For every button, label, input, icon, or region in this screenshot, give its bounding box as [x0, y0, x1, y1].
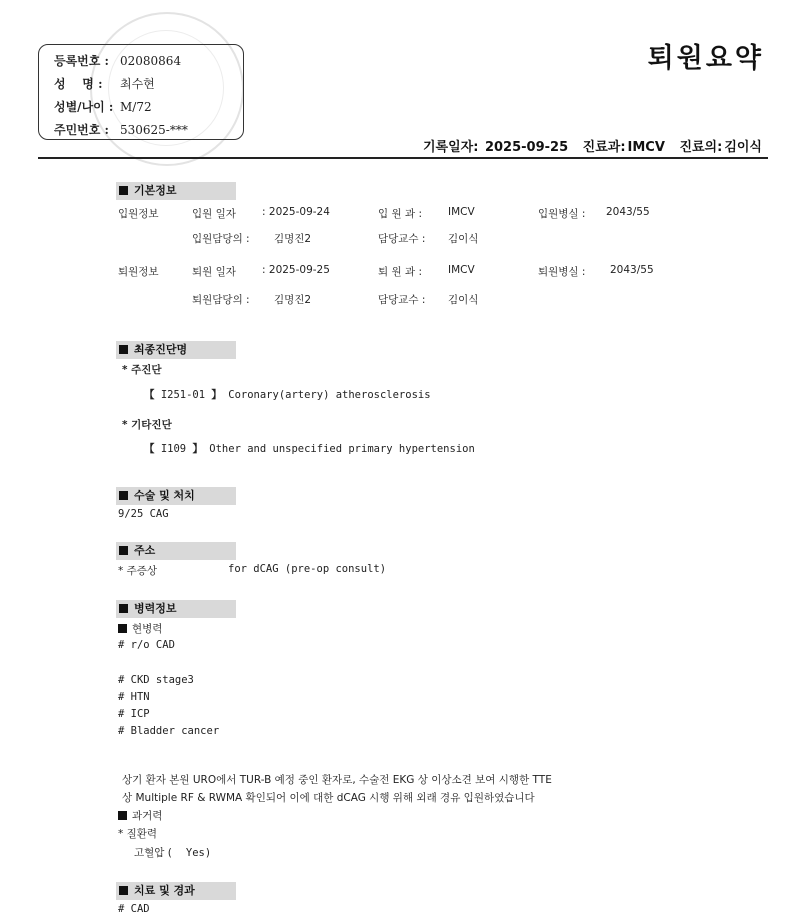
- discharge-dept-value: IMCV: [448, 264, 475, 276]
- admission-dept-value: IMCV: [448, 206, 475, 218]
- record-date-label: 기록일자:: [423, 140, 479, 155]
- reg-number-value: 02080864: [120, 54, 182, 68]
- patient-name-row: [54, 75, 155, 92]
- dept-label: 진료과:: [582, 140, 626, 155]
- admission-resident-label: 입원담당의 :: [192, 233, 250, 245]
- admission-resident-value: 김명진2: [274, 233, 312, 245]
- section-history: [116, 600, 236, 618]
- admission-info-label: 입원정보: [118, 208, 159, 220]
- other-diagnosis-label: * 기타진단: [122, 419, 172, 431]
- past-history-label: 과거력: [132, 810, 163, 822]
- square-bullet-icon: [119, 186, 128, 195]
- history-item: # HTN: [118, 691, 150, 703]
- square-bullet-icon: [119, 345, 128, 354]
- admission-dept-label: 입 원 과 :: [378, 208, 422, 220]
- discharge-resident-value: 김명진2: [274, 294, 312, 306]
- admission-professor-value: 김이식: [448, 233, 479, 245]
- square-bullet-icon: [119, 604, 128, 613]
- section-surgery: [116, 487, 236, 505]
- discharge-resident-label: 퇴원담당의 :: [192, 294, 250, 306]
- record-meta: [413, 136, 762, 155]
- record-date-value: 2025-09-25: [484, 140, 569, 155]
- admission-room-value: 2043/55: [606, 206, 650, 218]
- square-bullet-icon: [118, 624, 127, 633]
- history-item: # Bladder cancer: [118, 725, 220, 737]
- ssn-label: 주민번호 :: [54, 123, 109, 137]
- surgery-text: 9/25 CAG: [118, 508, 169, 520]
- discharge-room-label: 퇴원병실 :: [538, 266, 586, 278]
- discharge-date-value: 2025-09-25: [268, 264, 330, 276]
- reg-number-label: 등록번호 :: [54, 54, 109, 68]
- history-item: # ICP: [118, 708, 150, 720]
- discharge-dept-label: 퇴 원 과 :: [378, 266, 422, 278]
- sex-age-row: [54, 98, 152, 115]
- section-chief-complaint-title: 주소: [134, 544, 156, 557]
- sex-age-label: 성별/나이 :: [54, 100, 114, 114]
- square-bullet-icon: [119, 546, 128, 555]
- main-diagnosis-row: 【 I251-01 】 Coronary(artery) atherosclerosis: [144, 389, 431, 401]
- admission-room-label: 입원병실 :: [538, 208, 586, 220]
- discharge-professor-value: 김이식: [448, 294, 479, 306]
- main-diagnosis-text: Coronary(artery) atherosclerosis: [228, 389, 431, 401]
- section-basic-info-title: 기본정보: [134, 184, 177, 197]
- section-treatment-course-title: 치료 및 경과: [134, 884, 195, 897]
- square-bullet-icon: [119, 491, 128, 500]
- patient-name-label: 성 명 :: [54, 77, 103, 91]
- discharge-info-label: 퇴원정보: [118, 266, 159, 278]
- history-item: # CKD stage3: [118, 674, 194, 686]
- ssn-value: 530625-***: [120, 123, 188, 137]
- hypertension-label: 고혈압 (: [134, 847, 172, 859]
- section-final-diagnosis-title: 최종진단명: [134, 343, 188, 356]
- history-ro-item: # r/o CAD: [118, 639, 175, 651]
- section-treatment-course: [116, 882, 236, 900]
- doctor-label: 진료의:: [679, 140, 723, 155]
- section-final-diagnosis: [116, 341, 236, 359]
- discharge-date-label: 퇴원 일자: [192, 266, 236, 278]
- reg-number-row: [54, 52, 181, 69]
- admission-date-label: 입원 일자: [192, 208, 236, 220]
- main-diagnosis-code: I251-01: [160, 389, 206, 401]
- history-narrative-line-2: 상 Multiple RF & RWMA 확인되어 이에 대한 dCAG 시행 위해 외래 경유 입원하였습니다: [122, 792, 535, 804]
- chief-complaint-label: * 주증상: [118, 565, 158, 577]
- section-history-title: 병력정보: [134, 602, 177, 615]
- discharge-professor-label: 담당교수 :: [378, 294, 426, 306]
- admission-date-value: 2025-09-24: [268, 206, 330, 218]
- sex-age-value: M/72: [120, 100, 152, 114]
- section-basic-info: [116, 182, 236, 200]
- page-title: 퇴원요약: [647, 43, 764, 74]
- section-surgery-title: 수술 및 처치: [134, 489, 195, 502]
- dept-value: IMCV: [627, 140, 665, 155]
- current-history-label: 현병력: [132, 623, 163, 635]
- ssn-row: [54, 121, 188, 138]
- hypertension-row: [134, 845, 211, 860]
- other-diagnosis-code: I109: [160, 443, 187, 455]
- hypertension-value: Yes): [185, 847, 212, 859]
- other-diagnosis-text: Other and unspecified primary hypertension: [209, 443, 475, 455]
- chief-complaint-text: for dCAG (pre-op consult): [228, 563, 387, 575]
- square-bullet-icon: [118, 811, 127, 820]
- current-history-heading: [118, 621, 162, 636]
- discharge-room-value: 2043/55: [610, 264, 654, 276]
- admission-professor-label: 담당교수 :: [378, 233, 426, 245]
- treatment-item: # CAD: [118, 903, 150, 915]
- other-diagnosis-row: 【 I109 】 Other and unspecified primary hypertension: [144, 443, 475, 455]
- header-divider: [38, 157, 768, 159]
- past-history-heading: [118, 808, 162, 823]
- disease-history-label: * 질환력: [118, 828, 158, 840]
- patient-name-value: 최수현: [120, 77, 155, 91]
- doctor-value: 김이식: [724, 140, 762, 155]
- section-chief-complaint: [116, 542, 236, 560]
- history-narrative-line-1: 상기 환자 본원 URO에서 TUR-B 예정 중인 환자로, 수술전 EKG 상 이상소견 보여 시행한 TTE: [122, 774, 552, 786]
- main-diagnosis-label: * 주진단: [122, 364, 162, 376]
- square-bullet-icon: [119, 886, 128, 895]
